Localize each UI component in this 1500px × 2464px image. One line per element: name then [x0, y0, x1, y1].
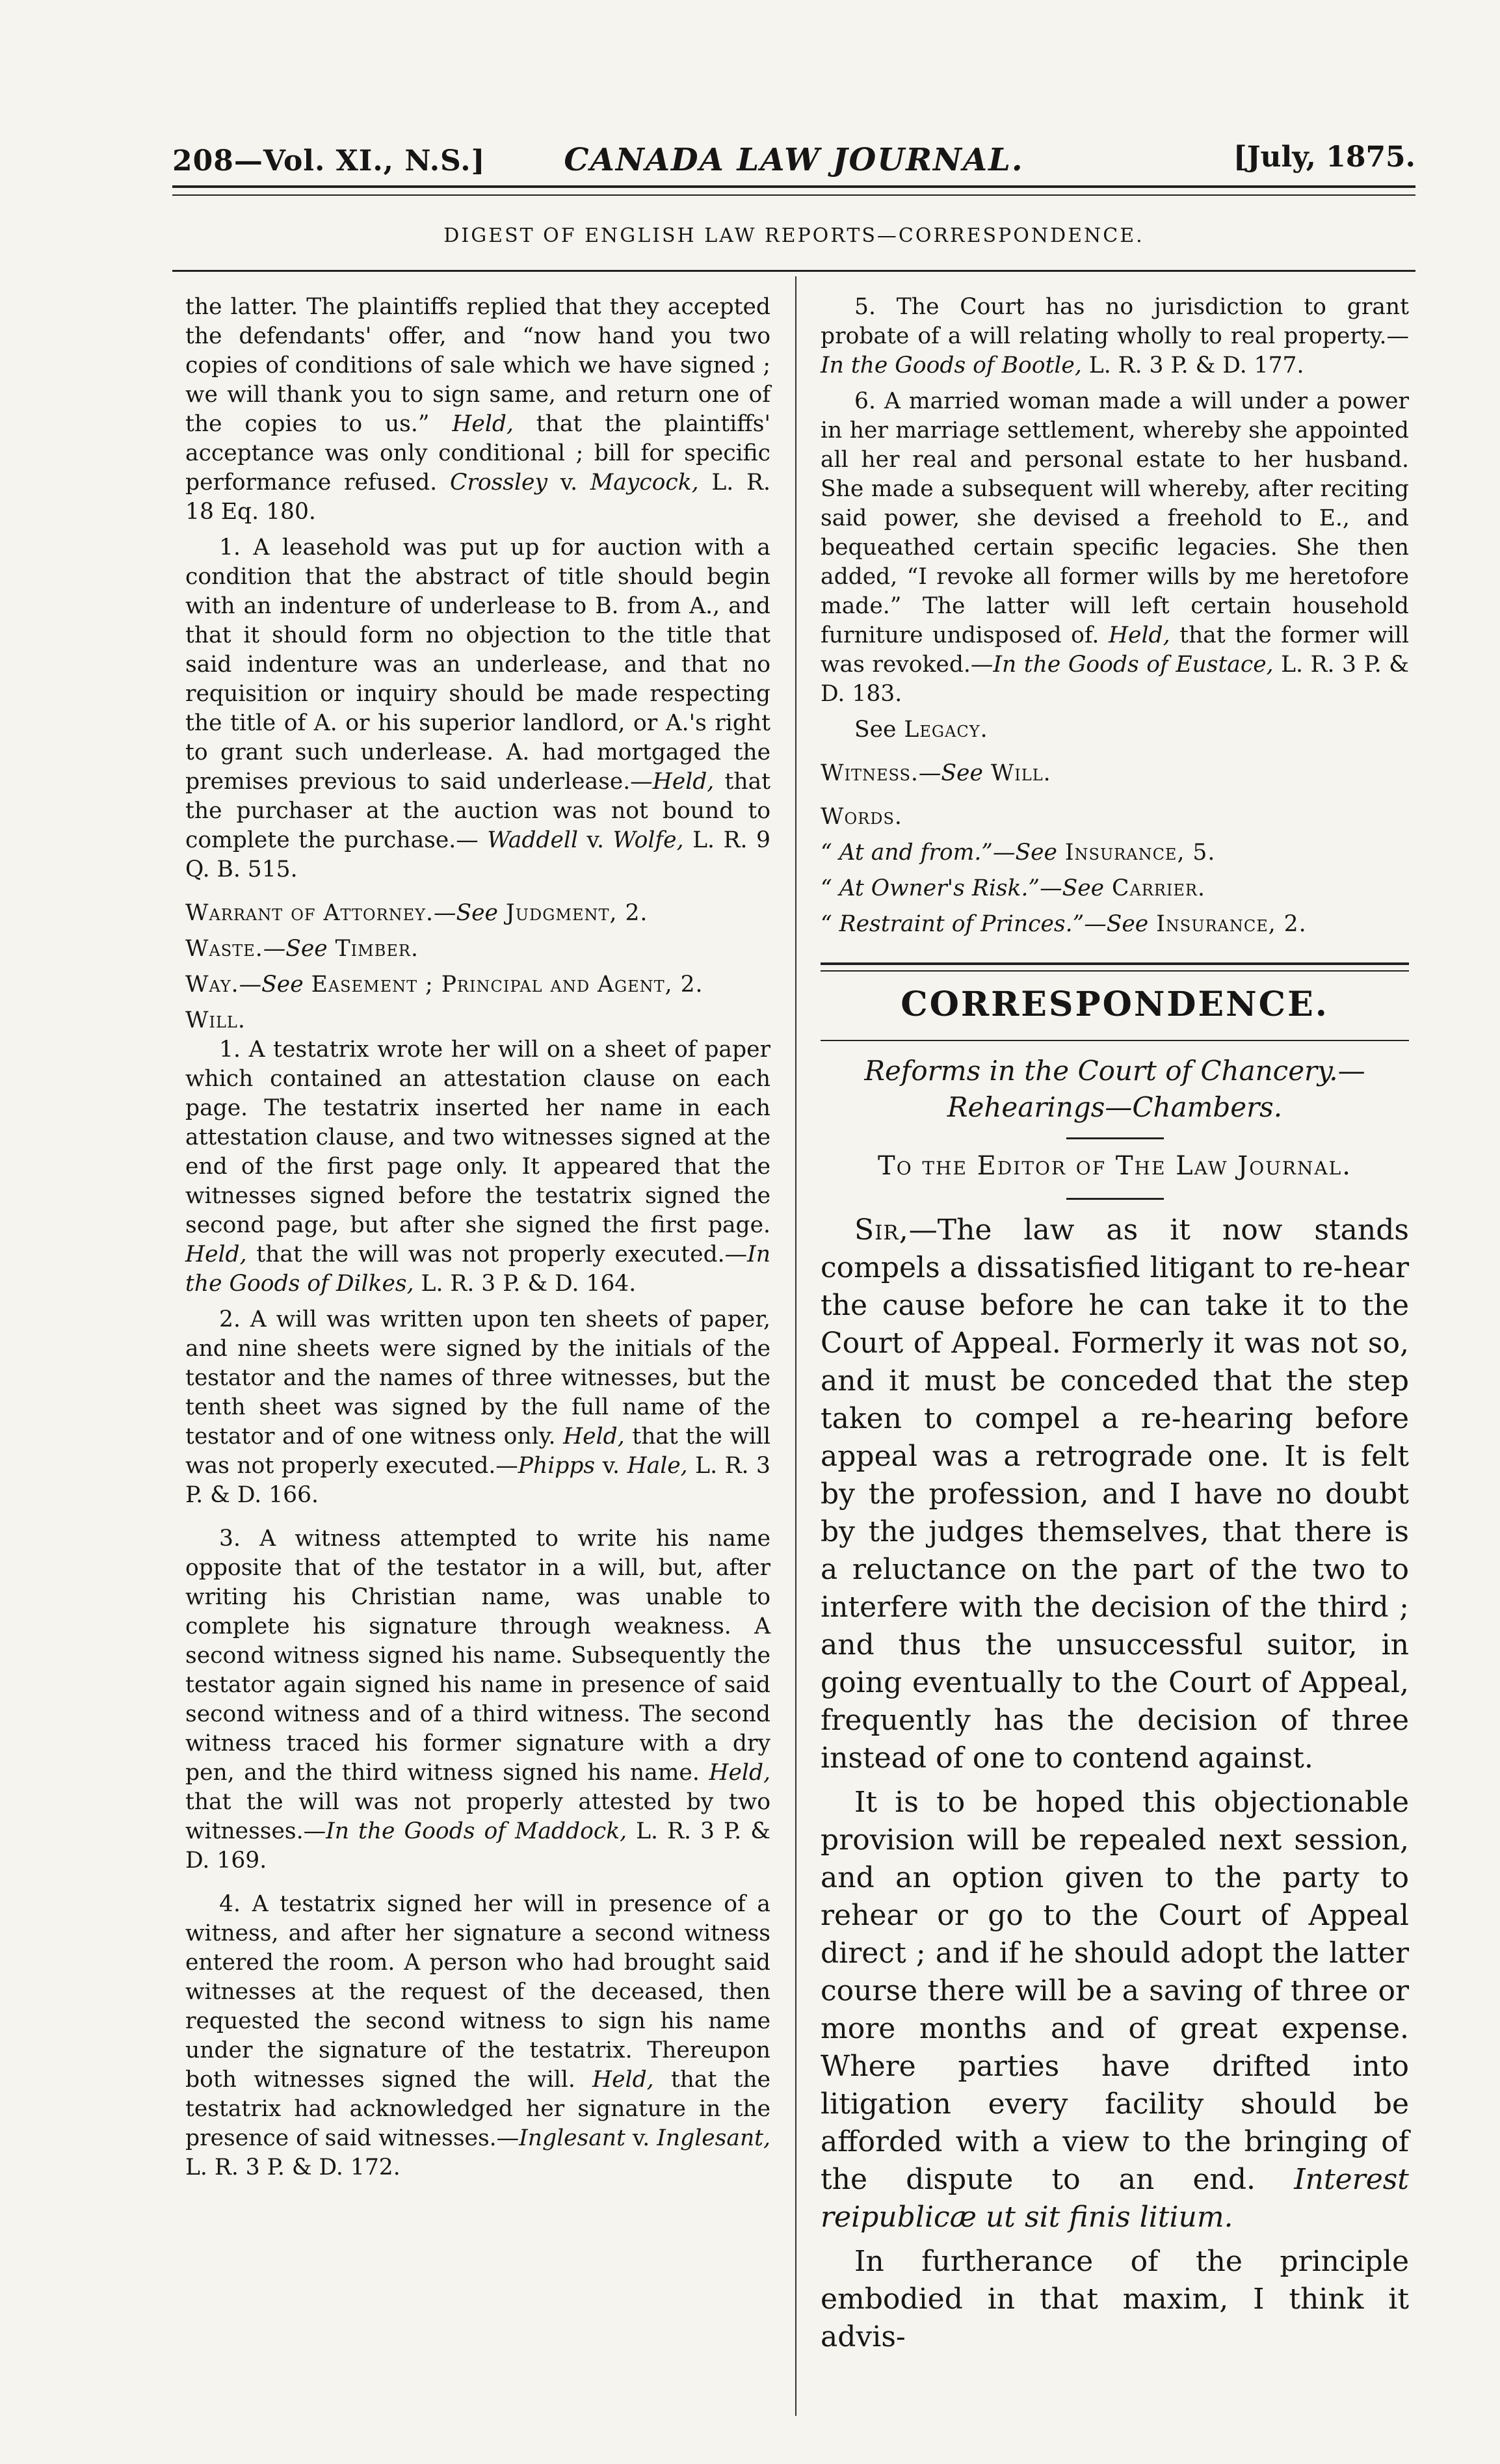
- cross-reference: Way.—See Easement ; Principal and Agent, 2.: [185, 972, 704, 998]
- letter-paragraph: Sir,—The law as it now stands compels a dissatisfied litigant to re-hear the cause before he can take it to the Court of Appeal. Formerly it was not so, and it must be conceded that the step taken to compel a re-hearing before appeal was a retrograde one. It is felt by the profession, and I have no doubt by the judges themselves, that there is a reluctance on the part of the two to interfere with the decision of the third ; and thus the unsuccessful suitor, in going eventually to the Court of Appeal, frequently has the decision of three instead of one to contend against.: [821, 1213, 1409, 1775]
- cross-reference: Warrant of Attorney.—See Judgment, 2.: [185, 900, 648, 926]
- running-header: [172, 138, 1415, 183]
- issue-date: [July, 1875.: [1233, 140, 1415, 174]
- digest-paragraph: 4. A testatrix signed her will in presence of a witness, and after her signature a second witness entered the room. A person who had brought said witnesses at the request of the deceased, then requested the second witness to sign his name under the signature of the testatrix. Thereupon both witnesses signed the will. Held, that the testatrix had acknowledged her signature in the presence of said witnesses.—Inglesant v. Inglesant, L. R. 3 P. & D. 172.: [185, 1891, 771, 2180]
- salutation-rule: [1066, 1198, 1164, 1200]
- digest-paragraph: 5. The Court has no jurisdiction to grant probate of a will relating wholly to real property.—In the Goods of Bootle, L. R. 3 P. & D. 177.: [821, 294, 1409, 378]
- digest-paragraph: 3. A witness attempted to write his name opposite that of the testator in a will, but, after writing his Christian name, was unable to complete his signature through weakness. A second witness signed his name. Subsequently the testator again signed his name in presence of said second witness and of a third witness. The second witness traced his former signature with a dry pen, and the third witness signed his name. Held, that the will was not properly attested by two witnesses.—In the Goods of Maddock, L. R. 3 P. & D. 169.: [185, 1526, 770, 1874]
- section-divider: [821, 962, 1409, 972]
- letter-paragraph: It is to be hoped this objectionable provision will be repealed next session, and an option given to the party to rehear or go to the Court of Appeal direct ; and if he should adopt the latter course there will be a saving of three or more months and of great expense. Where parties have drifted into litigation every facility should be afforded with a view to the bringing of the dispute to an end. Interest reipublicæ ut sit finis litium.: [821, 1786, 1409, 2234]
- cross-reference: Waste.—See Timber.: [185, 936, 419, 962]
- heading-words: Words.: [821, 804, 902, 830]
- digest-continued: [821, 293, 1409, 939]
- cross-reference: Witness.—See Will.: [821, 760, 1051, 786]
- heading-will: Will.: [185, 1007, 246, 1033]
- digest-paragraph: 1. A testatrix wrote her will on a sheet of paper which contained an attestation clause on each page. The testatrix inserted her name in each attestation clause, and two witnesses signed at the end of the first page only. It appeared that the witnesses signed before the testatrix signed the second page, but after she signed the first page. Held, that the will was not properly executed.—In the Goods of Dilkes, L. R. 3 P. & D. 164.: [185, 1037, 770, 1297]
- correspondence-title: CORRESPONDENCE.: [901, 985, 1329, 1024]
- subject-rule: [1066, 1137, 1164, 1139]
- journal-title: CANADA LAW JOURNAL.: [564, 142, 1024, 178]
- column-divider: [795, 276, 796, 2416]
- letter-body: [821, 1212, 1409, 2356]
- right-column: [821, 293, 1409, 2356]
- letter-paragraph: In furtherance of the principle embodied in that maxim, I think it advis-: [821, 2245, 1409, 2353]
- cross-reference: “ At and from.”—See Insurance, 5.: [821, 840, 1216, 866]
- cross-reference: “ At Owner's Risk.”—See Carrier.: [821, 875, 1205, 901]
- page-volume: 208—Vol. XI., N.S.]: [172, 144, 486, 178]
- cross-reference: See Legacy.: [854, 717, 988, 743]
- section-rule: [172, 270, 1415, 272]
- digest-paragraph: the latter. The plaintiffs replied that they accepted the defendants' offer, and “now hand you two copies of conditions of sale which we have signed ; we will thank you to sign same, and return one of the copies to us.” Held, that the plaintiffs' acceptance was only conditional ; bill for specific performance refused. Crossley v. Maycock, L. R. 18 Eq. 180.: [185, 294, 770, 525]
- digest-paragraph: 2. A will was written upon ten sheets of paper, and nine sheets were signed by the initials of the testator and the names of three witnesses, but the tenth sheet was signed by the full name of the testator and of one witness only. Held, that the will was not properly executed.—Phipps v. Hale, L. R. 3 P. & D. 166.: [185, 1306, 771, 1508]
- title-rule: [821, 1040, 1409, 1041]
- digest-paragraph: 1. A leasehold was put up for auction with a condition that the abstract of title should begin with an indenture of underlease to B. from A., and that it should form no objection to the title that said indenture was an underlease, and that no requisition or inquiry should be made respecting the title of A. or his superior landlord, or A.'s right to grant such underlease. A. had mortgaged the premises previous to said underlease.—Held, that the purchaser at the auction was not bound to complete the purchase.— Waddell v. Wolfe, L. R. 9 Q. B. 515.: [185, 535, 771, 882]
- section-heading: DIGEST OF ENGLISH LAW REPORTS—CORRESPONDENCE.: [443, 224, 1144, 247]
- cross-reference: “ Restraint of Princes.”—See Insurance, 2.: [821, 911, 1307, 937]
- letter-salutation-heading: To the Editor of The Law Journal.: [878, 1151, 1352, 1181]
- digest-paragraph: 6. A married woman made a will under a power in her marriage settlement, whereby she appointed all her real and personal estate to her husband. She made a subsequent will whereby, after reciting said power, she devised a freehold to E., and bequeathed certain specific legacies. She then added, “I revoke all former wills by me heretofore made.” The latter will left certain household furniture undisposed of. Held, that the former will was revoked.—In the Goods of Eustace, L. R. 3 P. & D. 183.: [821, 388, 1410, 707]
- left-column: [185, 293, 770, 2182]
- letter-subject: Reforms in the Court of Chancery.—Rehearings—Chambers.: [864, 1055, 1365, 1123]
- header-rule: [172, 185, 1415, 196]
